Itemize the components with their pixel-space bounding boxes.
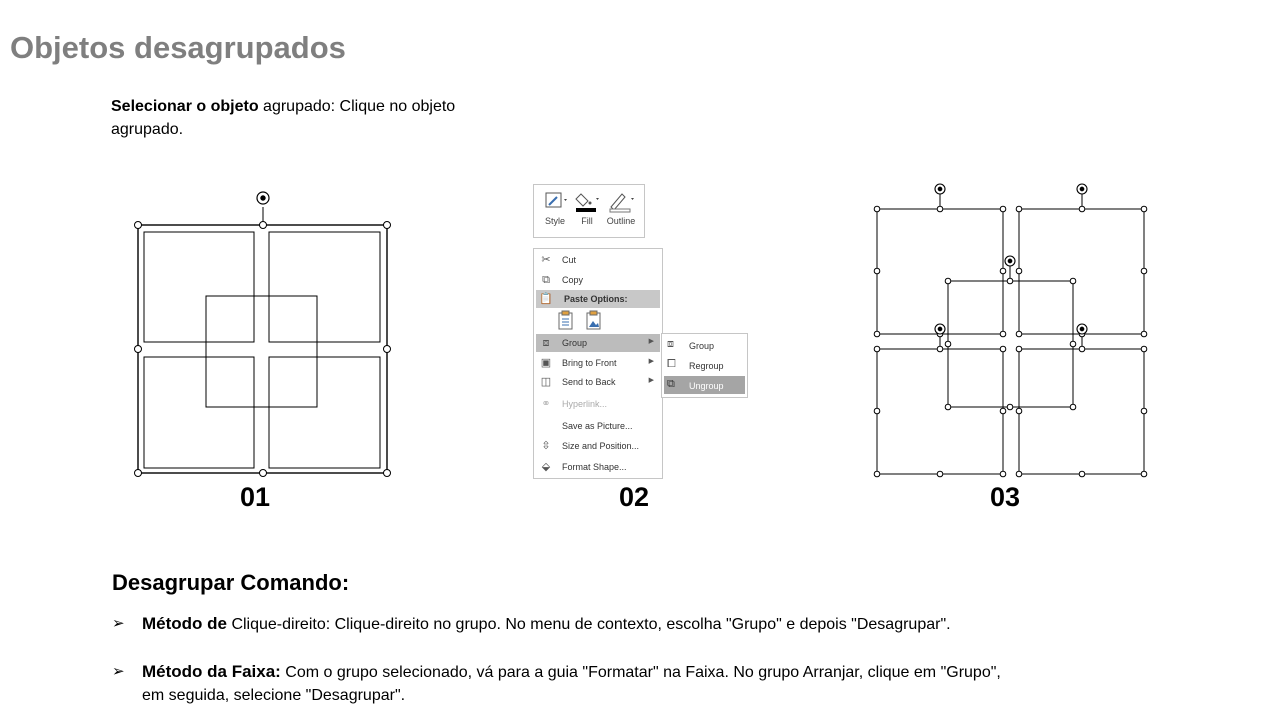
figure-01-label: 01: [239, 482, 271, 512]
paste-option-picture[interactable]: [584, 310, 604, 332]
menu-item-send-to-back[interactable]: ◫ Send to Back ▶: [540, 376, 654, 388]
method1-text: Clique-direito: Clique-direito no grupo. No menu de contexto, escolha "Grupo" e depois "Desagrupar".: [227, 616, 951, 633]
format-shape-icon: ⬙: [541, 461, 551, 473]
menu-item-bring-to-front[interactable]: ▣ Bring to Front ▶: [540, 357, 654, 369]
page-title: Objetos desagrupados: [10, 30, 346, 65]
group-icon: ⧈: [667, 338, 674, 350]
paste-picture-icon: [584, 310, 604, 332]
pen-outline-icon: [605, 189, 637, 215]
menu-item-save-as-picture[interactable]: Save as Picture...: [562, 421, 633, 431]
submenu-item-ungroup[interactable]: ⧉ Ungroup: [664, 376, 745, 394]
submenu-item-group[interactable]: ⧈ Group: [667, 338, 715, 351]
submenu-arrow-icon: ▶: [648, 377, 654, 384]
outline-button[interactable]: Outline: [604, 188, 638, 234]
grouped-object-figure[interactable]: [128, 185, 398, 485]
intro-rest: agrupado: Clique no objeto agrupado.: [111, 98, 456, 138]
ungrouped-objects-figure[interactable]: [868, 180, 1158, 485]
fill-button[interactable]: Fill: [570, 188, 604, 234]
paint-bucket-icon: [572, 189, 602, 215]
shape-style-icon: [540, 190, 570, 212]
hyperlink-icon: ⚭: [541, 398, 551, 410]
style-button[interactable]: Style: [538, 188, 572, 234]
arrow-bullet-icon: ➢: [112, 663, 125, 680]
ungroup-icon: ⧉: [667, 378, 675, 390]
intro-text: [111, 95, 511, 141]
method2-text: Com o grupo selecionado, vá para a guia "Formatar" na Faixa. No grupo Arranjar, clique em "Grupo", em seguida, selecione "Desagrupar".: [142, 664, 1001, 704]
figure-02-label: 02: [618, 482, 650, 512]
arrow-bullet-icon: ➢: [112, 615, 125, 632]
group-submenu: [661, 333, 748, 398]
menu-item-copy[interactable]: ⧉ Copy: [536, 271, 660, 289]
submenu-item-regroup[interactable]: ⧠ Regroup: [667, 358, 724, 371]
bring-to-front-icon: ▣: [540, 357, 552, 369]
menu-item-cut[interactable]: ✂ Cut: [536, 251, 660, 269]
command-section-title: Desagrupar Comando:: [112, 570, 350, 595]
context-menu: [533, 248, 663, 479]
paste-options-header: 📋 Paste Options:: [536, 290, 660, 308]
menu-item-group[interactable]: ⧈ Group ▶: [536, 334, 660, 352]
submenu-arrow-icon: ▶: [648, 358, 654, 365]
submenu-arrow-icon: ▶: [648, 338, 654, 345]
size-position-icon: ⇳: [541, 440, 551, 452]
send-to-back-icon: ◫: [540, 376, 552, 388]
scissors-icon: ✂: [541, 254, 551, 266]
paste-keep-formatting-icon: [556, 310, 576, 332]
regroup-icon: ⧠: [667, 358, 676, 370]
clipboard-icon: 📋: [539, 293, 553, 305]
paste-option-keep-source[interactable]: [556, 310, 576, 332]
menu-item-size-and-position[interactable]: ⇳ Size and Position...: [536, 437, 660, 455]
group-icon: ⧈: [542, 337, 550, 349]
menu-item-hyperlink[interactable]: ⚭ Hyperlink...: [536, 395, 660, 413]
menu-item-format-shape[interactable]: ⬙ Format Shape...: [536, 458, 660, 476]
intro-bold: Selecionar o objeto: [111, 98, 259, 115]
copy-icon: ⧉: [542, 274, 550, 286]
format-ribbon: [533, 184, 645, 238]
figure-03-label: 03: [989, 482, 1021, 512]
method1-label: Método de: [142, 614, 227, 633]
method2-label: Método da Faixa:: [142, 662, 281, 681]
